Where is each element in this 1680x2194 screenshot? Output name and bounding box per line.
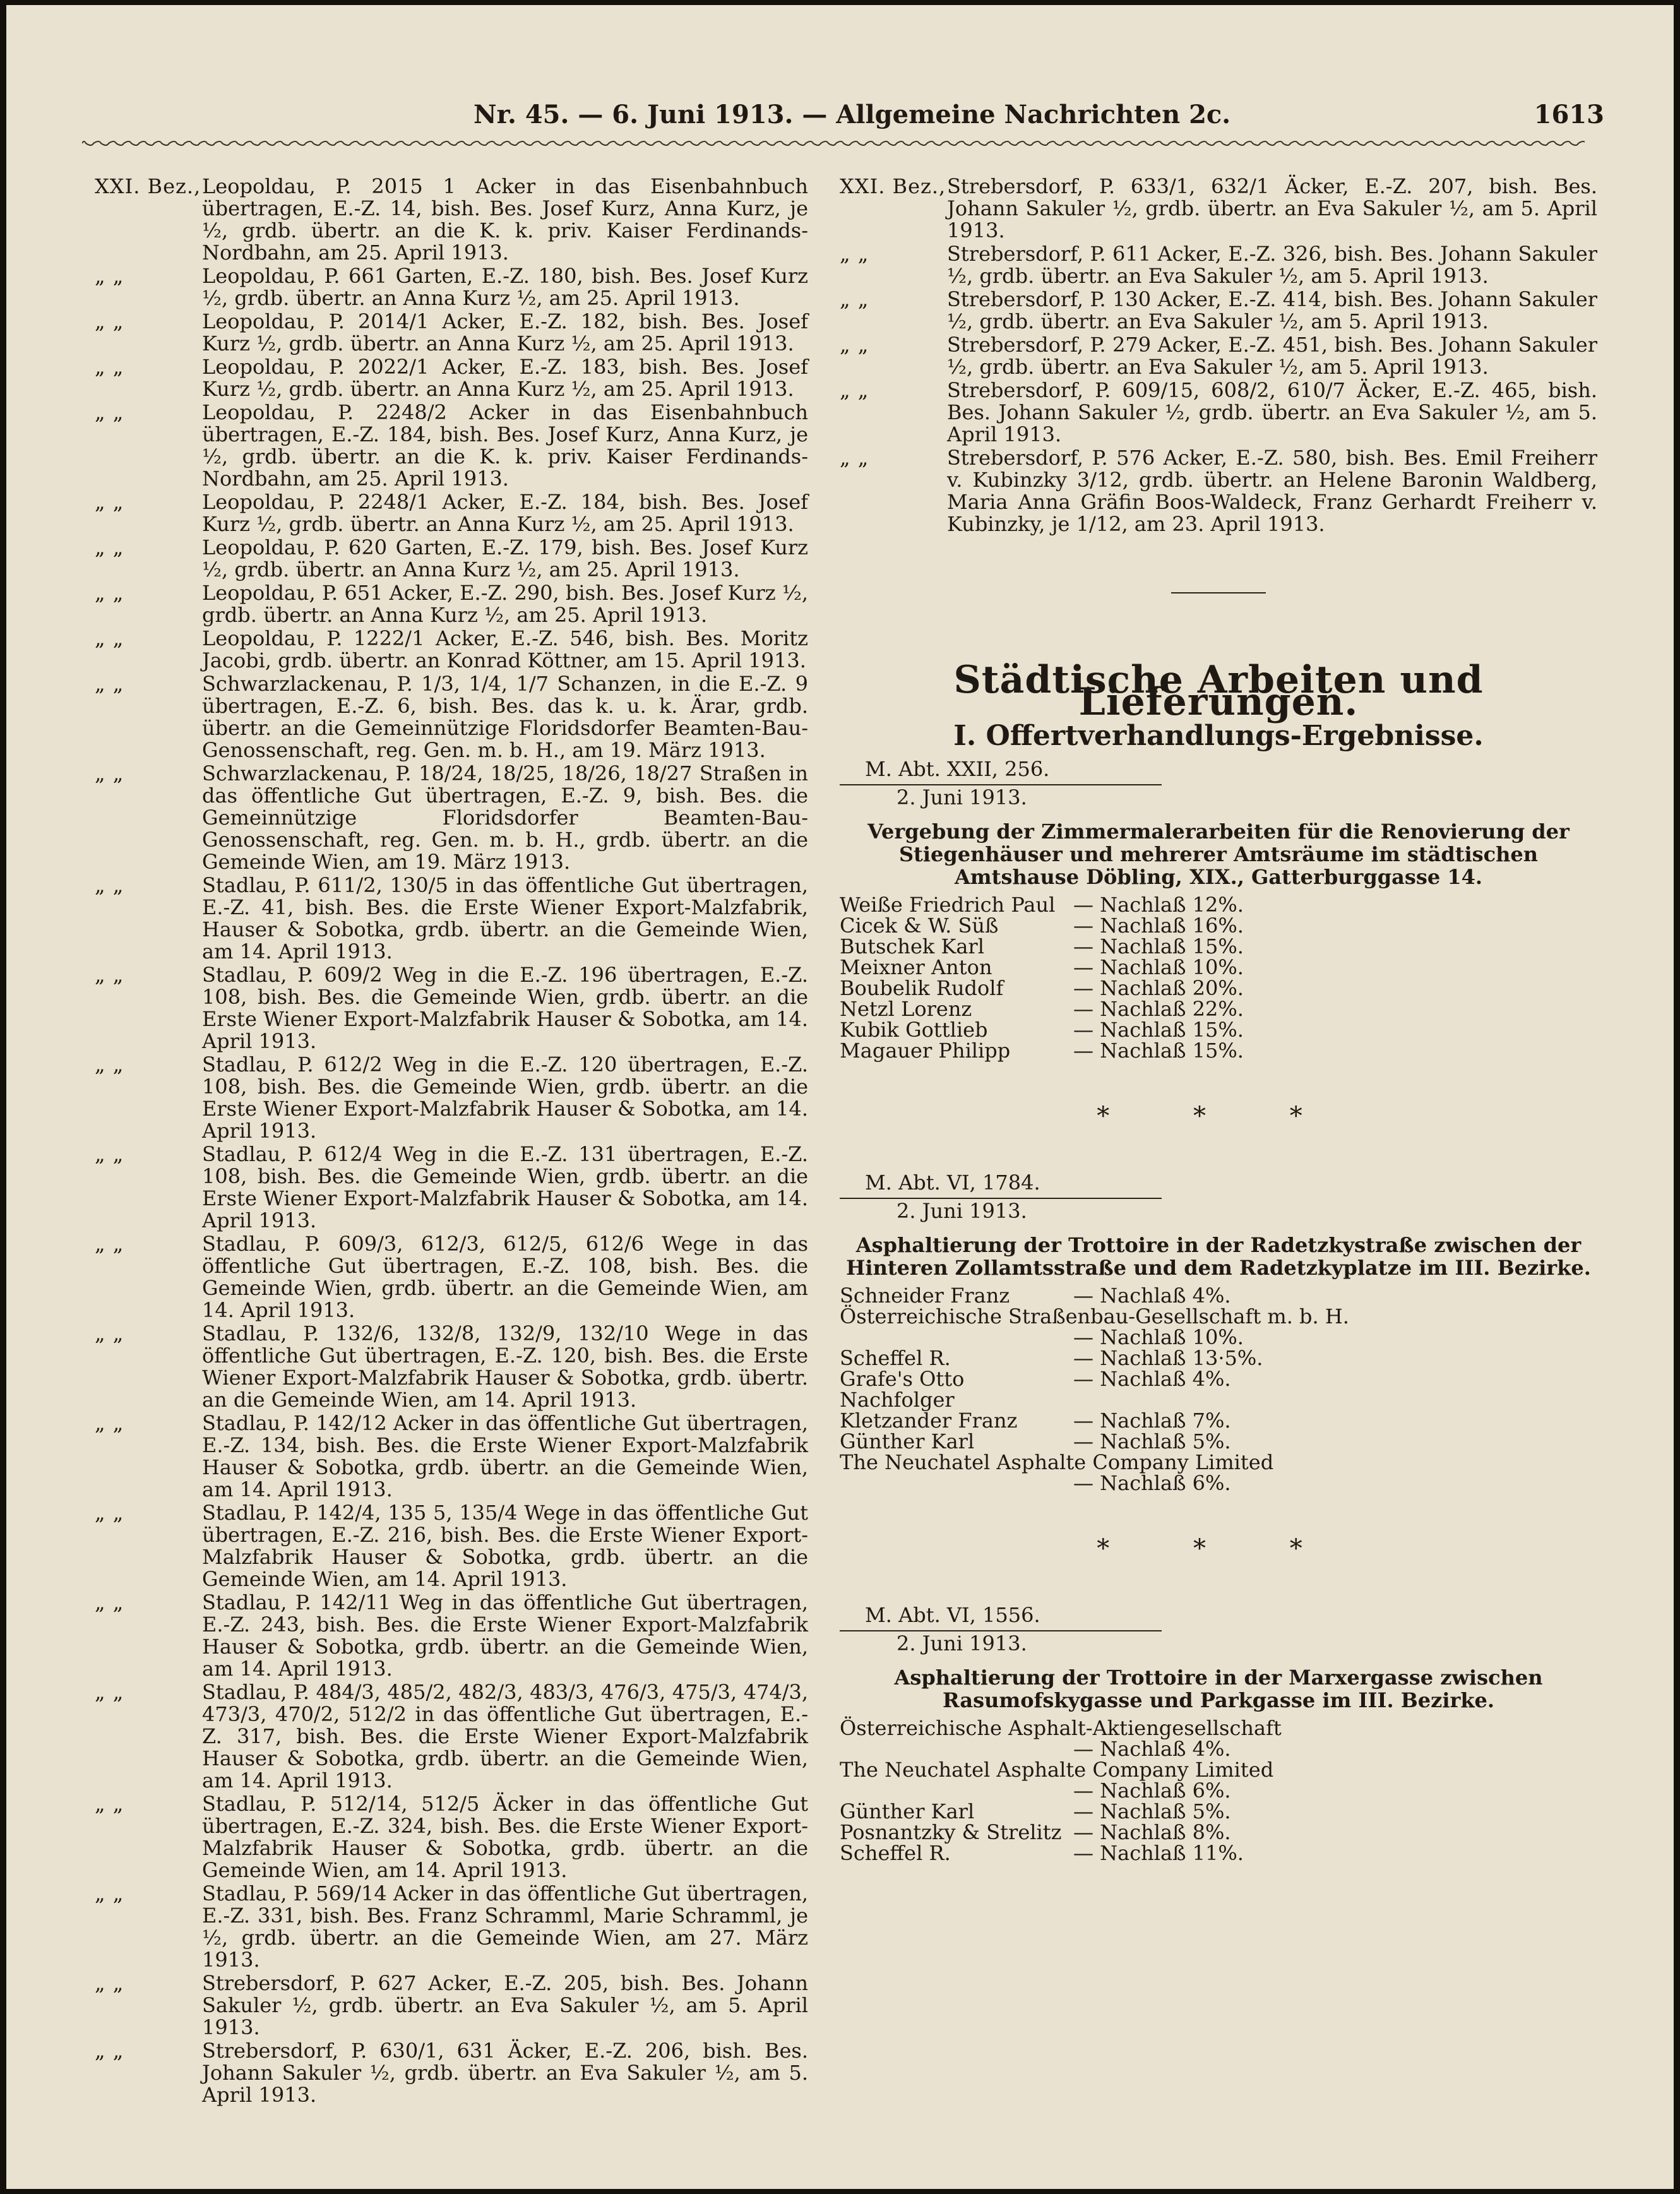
register-entry	[840, 447, 1597, 535]
entry-district: „ „	[95, 264, 124, 288]
result-row	[840, 1739, 1597, 1760]
discount-value: — Nachlaß 4%.	[1073, 1284, 1231, 1308]
result-row	[840, 1431, 1597, 1452]
bidder-name: Scheffel R.	[840, 1346, 951, 1370]
register-entry	[95, 265, 808, 309]
tender-results	[840, 758, 1597, 1864]
register-entry	[840, 379, 1597, 446]
tender-block	[840, 1171, 1597, 1563]
result-row	[840, 1369, 1597, 1410]
right-entries	[840, 176, 1597, 535]
entry-text: Stadlau, P. 609/3, 612/3, 612/5, 612/6 Wege in das öffentliche Gut übertragen, E.-Z. 108, bish. Bes. die Gemeinde Wien, grdb. übertr. an die Gemeinde Wien, am 14. April 1913.	[202, 1232, 808, 1322]
entry-district: „ „	[840, 333, 869, 357]
bidder-name: Magauer Philipp	[840, 1039, 1011, 1063]
department-reference: M. Abt. VI, 1556.	[865, 1603, 1040, 1627]
bidder-name: Weiße Friedrich Paul	[840, 893, 1056, 917]
asterism-divider: * * *	[1097, 1534, 1340, 1563]
entry-text: Stadlau, P. 611/2, 130/5 in das öffentliche Gut übertragen, E.-Z. 41, bish. Bes. die Erste Wiener Export-Malzfabrik, Hauser & Sobotka, grdb. übertr. an die Gemeinde Wien, am 14. April 1913.	[202, 873, 808, 963]
entry-text: Leopoldau, P. 2248/1 Acker, E.-Z. 184, bish. Bes. Josef Kurz ½, grdb. übertr. an Anna Kurz ½, am 25. April 1913.	[202, 490, 808, 536]
register-entry	[95, 763, 808, 873]
register-entry	[95, 673, 808, 761]
entry-text: Strebersdorf, P. 633/1, 632/1 Äcker, E.-Z. 207, bish. Bes. Johann Sakuler ½, grdb. übertr. an Eva Sakuler ½, am 5. April 1913.	[947, 174, 1597, 242]
entry-text: Stadlau, P. 132/6, 132/8, 132/9, 132/10 Wege in das öffentliche Gut übertragen, E.-Z. 120, bish. Bes. die Erste Wiener Export-Malzfabrik Hauser & Sobotka, grdb. übertr. an die Gemeinde Wien, am 14. April 1913.	[202, 1321, 808, 1412]
entry-district: „ „	[95, 672, 124, 696]
entry-district: „ „	[95, 581, 124, 605]
result-list	[840, 1718, 1597, 1864]
result-row	[840, 1452, 1597, 1473]
result-row	[840, 1718, 1597, 1739]
bidder-name: Cicek & W. Süß	[840, 914, 999, 938]
bidder-name: Günther Karl	[840, 1429, 975, 1453]
result-row	[840, 1760, 1597, 1780]
entry-district: „ „	[95, 1792, 124, 1816]
entry-district: „ „	[95, 1142, 124, 1166]
register-entry	[95, 1412, 808, 1501]
entry-text: Strebersdorf, P. 611 Acker, E.-Z. 326, bish. Bes. Johann Sakuler ½, grdb. übertr. an Eva Sakuler ½, am 5. April 1913.	[947, 242, 1597, 288]
entry-district: „ „	[95, 1590, 124, 1614]
discount-value: — Nachlaß 15%.	[1073, 934, 1244, 958]
entry-text: Leopoldau, P. 651 Acker, E.-Z. 290, bish. Bes. Josef Kurz ½, grdb. übertr. an Anna Kurz ½, am 25. April 1913.	[202, 581, 808, 627]
result-row	[840, 957, 1597, 978]
tender-date: 2. Juni 1913.	[840, 1198, 1162, 1222]
bidder-name: Grafe's Otto Nachfolger	[840, 1367, 965, 1412]
result-row	[840, 1348, 1597, 1369]
register-entry	[95, 1143, 808, 1232]
entry-text: Strebersdorf, P. 576 Acker, E.-Z. 580, bish. Bes. Emil Freiherr v. Kubinzky 3/12, grdb. übertr. an Helene Baronin Waldberg, Maria Anna Gräfin Boos-Waldeck, Franz Gerhardt Freiherr v. Kubinzky, je 1/12, am 23. April 1913.	[947, 446, 1597, 536]
register-entry	[95, 311, 808, 355]
entry-district: „ „	[95, 626, 124, 650]
tender-description: Vergebung der Zimmermalerarbeiten für die Renovierung der Stiegenhäuser und mehrerer Amtsräume im städtischen Amtshause Döbling, XIX., Gatterburggasse 14.	[867, 820, 1570, 889]
result-row	[840, 1020, 1597, 1040]
page-number: 1613	[1534, 100, 1604, 129]
discount-value: — Nachlaß 16%.	[1073, 914, 1244, 938]
entry-district: „ „	[95, 1411, 124, 1435]
result-row	[840, 1285, 1597, 1306]
entry-text: Leopoldau, P. 2248/2 Acker in das Eisenbahnbuch übertragen, E.-Z. 184, bish. Bes. Josef Kurz, Anna Kurz, je ½, grdb. übertr. an die K. k. priv. Kaiser Ferdinands-Nordbahn, am 25. April 1913.	[202, 400, 808, 491]
entry-text: Strebersdorf, P. 130 Acker, E.-Z. 414, bish. Bes. Johann Sakuler ½, grdb. übertr. an Eva Sakuler ½, am 5. April 1913.	[947, 287, 1597, 333]
entry-text: Strebersdorf, P. 630/1, 631 Äcker, E.-Z. 206, bish. Bes. Johann Sakuler ½, grdb. übertr. an Eva Sakuler ½, am 5. April 1913.	[202, 2039, 808, 2107]
entry-district: „ „	[95, 1321, 124, 1345]
entry-district: XXI. Bez.,	[95, 174, 201, 198]
discount-value: — Nachlaß 12%.	[1073, 893, 1244, 917]
left-column	[95, 176, 808, 2108]
entry-text: Strebersdorf, P. 609/15, 608/2, 610/7 Äcker, E.-Z. 465, bish. Bes. Johann Sakuler ½, grdb. übertr. an Eva Sakuler ½, am 5. April 1913.	[947, 378, 1597, 446]
result-row	[840, 999, 1597, 1020]
entry-district: „ „	[95, 490, 124, 514]
short-separator	[1171, 592, 1266, 593]
result-list	[840, 1285, 1597, 1494]
entry-text: Leopoldau, P. 2022/1 Acker, E.-Z. 183, bish. Bes. Josef Kurz ½, grdb. übertr. an Anna Kurz ½, am 25. April 1913.	[202, 355, 808, 401]
bidder-name: Österreichische Asphalt-Aktiengesellschaft	[840, 1716, 1282, 1740]
discount-value: — Nachlaß 5%.	[1073, 1799, 1231, 1823]
register-entry	[95, 1233, 808, 1321]
entry-text: Leopoldau, P. 2014/1 Acker, E.-Z. 182, bish. Bes. Josef Kurz ½, grdb. übertr. an Anna Kurz ½, am 25. April 1913.	[202, 309, 808, 355]
discount-value: — Nachlaß 6%.	[1073, 1471, 1231, 1495]
entry-district: „ „	[95, 963, 124, 987]
bidder-name: Netzl Lorenz	[840, 997, 972, 1021]
result-row	[840, 1801, 1597, 1822]
entry-district: „ „	[95, 535, 124, 559]
bidder-name: Scheffel R.	[840, 1841, 951, 1865]
discount-value: — Nachlaß 22%.	[1073, 997, 1244, 1021]
result-row	[840, 978, 1597, 999]
register-entry	[95, 874, 808, 963]
result-row	[840, 1843, 1597, 1864]
bidder-name: The Neuchatel Asphalte Company Limited	[840, 1450, 1274, 1474]
entry-text: Stadlau, P. 612/2 Weg in die E.-Z. 120 übertragen, E.-Z. 108, bish. Bes. die Gemeinde Wien, grdb. übertr. an die Erste Wiener Export-Malzfabrik Hauser & Sobotka, am 14. April 1913.	[202, 1052, 808, 1143]
entry-text: Stadlau, P. 142/12 Acker in das öffentliche Gut übertragen, E.-Z. 134, bish. Bes. die Erste Wiener Export-Malzfabrik Hauser & Sobotka, grdb. übertr. an die Gemeinde Wien, am 14. April 1913.	[202, 1411, 808, 1501]
entry-text: Stadlau, P. 609/2 Weg in die E.-Z. 196 übertragen, E.-Z. 108, bish. Bes. die Gemeinde Wien, grdb. übertr. an die Erste Wiener Export-Malzfabrik Hauser & Sobotka, am 14. April 1913.	[202, 963, 808, 1053]
register-entry	[95, 628, 808, 672]
discount-value: — Nachlaß 5%.	[1073, 1429, 1231, 1453]
discount-value: — Nachlaß 10%.	[1073, 955, 1244, 979]
asterism-divider: * * *	[1097, 1102, 1340, 1131]
result-list	[840, 895, 1597, 1061]
entry-district: „ „	[95, 1501, 124, 1525]
entry-text: Schwarzlackenau, P. 1/3, 1/4, 1/7 Schanzen, in die E.-Z. 9 übertragen, E.-Z. 6, bish. Bes. das k. u. k. Ärar, grdb. übertr. an die Gemeinnützige Floridsdorfer Beamten-Bau-Genossenschaft, reg. Gen. m. b. H., am 19. März 1913.	[202, 672, 808, 762]
entry-district: „ „	[95, 1052, 124, 1076]
result-row	[840, 1327, 1597, 1348]
tender-date: 2. Juni 1913.	[840, 1630, 1162, 1655]
tender-block	[840, 1604, 1597, 1864]
entry-text: Stadlau, P. 142/11 Weg in das öffentliche Gut übertragen, E.-Z. 243, bish. Bes. die Erste Wiener Export-Malzfabrik Hauser & Sobotka, grdb. übertr. an die Gemeinde Wien, am 14. April 1913.	[202, 1590, 808, 1681]
result-row	[840, 936, 1597, 957]
discount-value: — Nachlaß 15%.	[1073, 1039, 1244, 1063]
entry-text: Stadlau, P. 612/4 Weg in die E.-Z. 131 übertragen, E.-Z. 108, bish. Bes. die Gemeinde Wien, grdb. übertr. an die Erste Wiener Export-Malzfabrik Hauser & Sobotka, am 14. April 1913.	[202, 1142, 808, 1232]
entry-district: „ „	[95, 761, 124, 785]
register-entry	[95, 964, 808, 1052]
register-entry	[95, 1883, 808, 1971]
bidder-name: Schneider Franz	[840, 1284, 1010, 1308]
entry-text: Stadlau, P. 512/14, 512/5 Äcker in das öffentliche Gut übertragen, E.-Z. 324, bish. Bes. die Erste Wiener Export-Malzfabrik Hauser & Sobotka, grdb. übertr. an die Gemeinde Wien, am 14. April 1913.	[202, 1792, 808, 1882]
register-entry	[95, 537, 808, 581]
entry-district: „ „	[95, 1971, 124, 1995]
bidder-name: Österreichische Straßenbau-Gesellschaft m. b. H.	[840, 1304, 1349, 1328]
entry-district: „ „	[840, 242, 869, 266]
entry-district: „ „	[95, 1232, 124, 1256]
bidder-name: Posnantzky & Strelitz	[840, 1820, 1062, 1844]
register-entry	[840, 243, 1597, 287]
result-row	[840, 915, 1597, 936]
discount-value: — Nachlaß 15%.	[1073, 1018, 1244, 1042]
result-row	[840, 895, 1597, 915]
register-entry	[95, 1592, 808, 1680]
entry-district: „ „	[95, 309, 124, 333]
entry-district: „ „	[95, 355, 124, 379]
register-entry	[840, 176, 1597, 242]
discount-value: — Nachlaß 4%.	[1073, 1367, 1231, 1391]
tender-block	[840, 757, 1597, 1131]
bidder-name: Günther Karl	[840, 1799, 975, 1823]
entry-text: Stadlau, P. 569/14 Acker in das öffentliche Gut übertragen, E.-Z. 331, bish. Bes. Franz Schramml, Marie Schramml, je ½, grdb. übertr. an die Gemeinde Wien, am 27. März 1913.	[202, 1881, 808, 1972]
entry-district: „ „	[95, 1881, 124, 1905]
entry-text: Stadlau, P. 484/3, 485/2, 482/3, 483/3, 476/3, 475/3, 474/3, 473/3, 470/2, 512/2 in das öffentliche Gut übertragen, E.-Z. 317, bish. Bes. die Erste Wiener Export-Malzfabrik Hauser & Sobotka, grdb. übertr. an die Gemeinde Wien, am 14. April 1913.	[202, 1680, 808, 1792]
result-row	[840, 1822, 1597, 1843]
discount-value: — Nachlaß 4%.	[1073, 1737, 1231, 1761]
register-entry	[95, 1054, 808, 1142]
entry-text: Stadlau, P. 142/4, 135 5, 135/4 Wege in das öffentliche Gut übertragen, E.-Z. 216, bish. Bes. die Erste Wiener Export-Malzfabrik Hauser & Sobotka, grdb. übertr. an die Gemeinde Wien, am 14. April 1913.	[202, 1501, 808, 1591]
entry-district: „ „	[95, 400, 124, 424]
entry-district: „ „	[840, 378, 869, 402]
entry-text: Leopoldau, P. 2015 1 Acker in das Eisenbahnbuch übertragen, E.-Z. 14, bish. Bes. Josef Kurz, Anna Kurz, je ½, grdb. übertr. an die K. k. priv. Kaiser Ferdinands-Nordbahn, am 25. April 1913.	[202, 174, 808, 265]
discount-value: — Nachlaß 8%.	[1073, 1820, 1231, 1844]
entry-text: Leopoldau, P. 661 Garten, E.-Z. 180, bish. Bes. Josef Kurz ½, grdb. übertr. an Anna Kurz ½, am 25. April 1913.	[202, 264, 808, 310]
department-reference: M. Abt. VI, 1784.	[865, 1171, 1040, 1195]
tender-date: 2. Juni 1913.	[840, 784, 1162, 809]
tender-description: Asphaltierung der Trottoire in der Radetzkystraße zwischen der Hinteren Zollamtsstraße und dem Radetzkyplatze im III. Bezirke.	[846, 1233, 1591, 1280]
discount-value: — Nachlaß 6%.	[1073, 1779, 1231, 1803]
bidder-name: Meixner Anton	[840, 955, 992, 979]
section-subtitle: I. Offertverhandlungs-Ergebnisse.	[953, 720, 1484, 752]
bidder-name: Kubik Gottlieb	[840, 1018, 988, 1042]
discount-value: — Nachlaß 11%.	[1073, 1841, 1244, 1865]
register-entry	[95, 1972, 808, 2039]
register-entry	[95, 1793, 808, 1881]
entry-district: „ „	[95, 2039, 124, 2063]
register-entry	[95, 582, 808, 626]
result-row	[840, 1410, 1597, 1431]
section-title: Städtische Arbeiten und Lieferungen.	[953, 658, 1484, 724]
page-header: Nr. 45. — 6. Juni 1913. — Allgemeine Nachrichten 2c.	[474, 100, 1231, 129]
discount-value: — Nachlaß 13·5%.	[1073, 1346, 1263, 1370]
bidder-name: Butschek Karl	[840, 934, 984, 958]
entry-text: Strebersdorf, P. 627 Acker, E.-Z. 205, bish. Bes. Johann Sakuler ½, grdb. übertr. an Eva Sakuler ½, am 5. April 1913.	[202, 1971, 808, 2039]
result-row	[840, 1040, 1597, 1061]
result-row	[840, 1780, 1597, 1801]
register-entry	[95, 402, 808, 490]
register-entry	[95, 1323, 808, 1411]
entry-text: Leopoldau, P. 620 Garten, E.-Z. 179, bish. Bes. Josef Kurz ½, grdb. übertr. an Anna Kurz ½, am 25. April 1913.	[202, 535, 808, 581]
entry-district: XXI. Bez.,	[840, 174, 946, 198]
result-row	[840, 1473, 1597, 1494]
register-entry	[95, 491, 808, 535]
entry-text: Schwarzlackenau, P. 18/24, 18/25, 18/26, 18/27 Straßen in das öffentliche Gut übertragen, E.-Z. 9, bish. Bes. die Gemeinnützige Floridsdorfer Beamten-Bau-Genossenschaft, reg. Gen. m. b. H., grdb. übertr. an die Gemeinde Wien, am 19. März 1913.	[202, 761, 808, 874]
entry-district: „ „	[95, 1680, 124, 1704]
register-entry	[95, 1502, 808, 1590]
entry-district: „ „	[95, 873, 124, 897]
entry-district: „ „	[840, 446, 869, 470]
discount-value: — Nachlaß 7%.	[1073, 1409, 1231, 1433]
right-column	[840, 176, 1597, 1864]
header-wavy-rule	[82, 139, 1585, 148]
result-row	[840, 1306, 1597, 1327]
discount-value: — Nachlaß 20%.	[1073, 976, 1244, 1000]
entry-text: Leopoldau, P. 1222/1 Acker, E.-Z. 546, bish. Bes. Moritz Jacobi, grdb. übertr. an Konrad Köttner, am 15. April 1913.	[202, 626, 808, 672]
register-entry	[840, 334, 1597, 378]
bidder-name: Kletzander Franz	[840, 1409, 1018, 1433]
department-reference: M. Abt. XXII, 256.	[865, 757, 1050, 781]
tender-description: Asphaltierung der Trottoire in der Marxergasse zwischen Rasumofskygasse und Parkgasse im III. Bezirke.	[894, 1666, 1543, 1712]
register-entry	[95, 356, 808, 400]
entry-text: Strebersdorf, P. 279 Acker, E.-Z. 451, bish. Bes. Johann Sakuler ½, grdb. übertr. an Eva Sakuler ½, am 5. April 1913.	[947, 333, 1597, 379]
newspaper-page	[6, 5, 1674, 2189]
register-entry	[95, 1681, 808, 1792]
register-entry	[95, 176, 808, 264]
register-entry	[840, 289, 1597, 333]
bidder-name: Boubelik Rudolf	[840, 976, 1004, 1000]
discount-value: — Nachlaß 10%.	[1073, 1325, 1244, 1349]
bidder-name: The Neuchatel Asphalte Company Limited	[840, 1758, 1274, 1782]
register-entry	[95, 2040, 808, 2106]
entry-district: „ „	[840, 287, 869, 311]
